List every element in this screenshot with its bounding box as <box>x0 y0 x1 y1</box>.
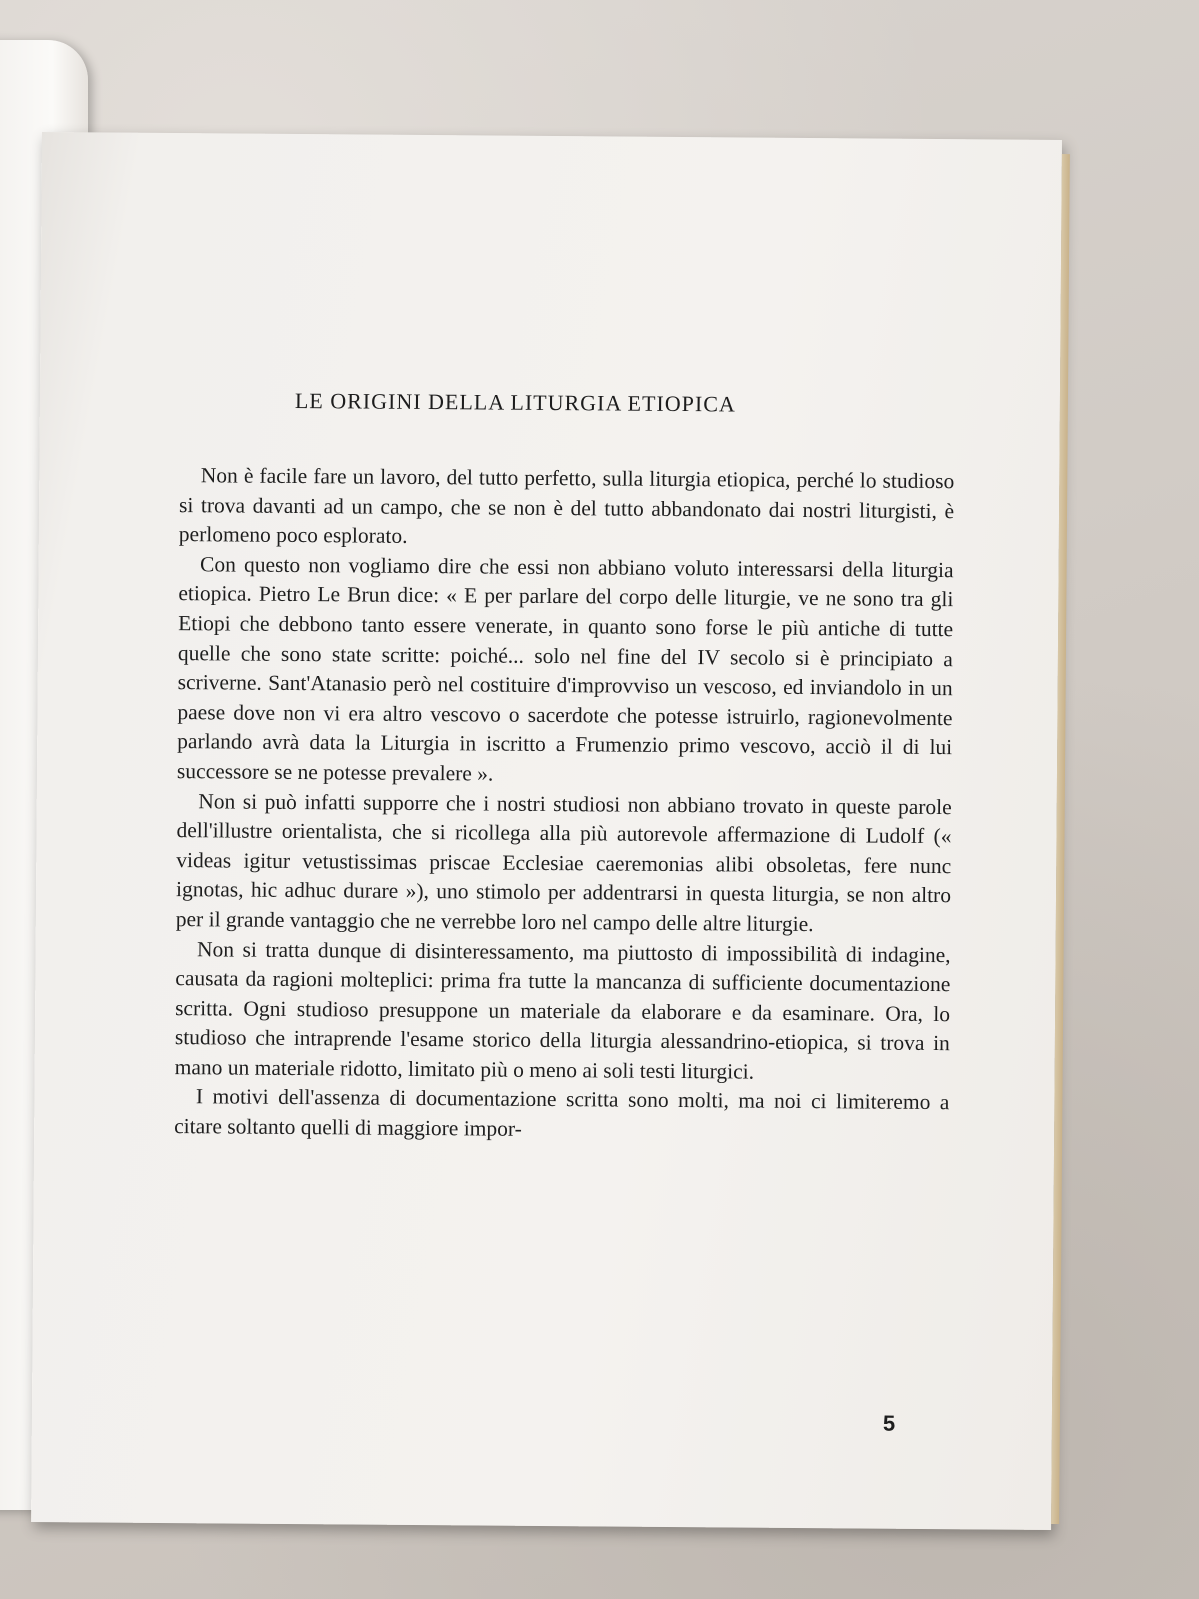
paragraph-4: Non si tratta dunque di disinteressamento, ma piuttosto di impossibilità di indagine, causata da ragioni molteplici: prima fra tutte la mancanza di sufficiente documentazione scritta. Ogni studioso presuppone un materiale da elaborare e da esaminare. Ora, lo studioso che intraprende l'esame storico della liturgia alessandrino-etiopica, si trova in mano un materiale ridotto, limitato più o meno ai soli testi liturgici. <box>174 936 951 1084</box>
paragraph-5: I motivi dell'assenza di documentazione scritta sono molti, ma noi ci limiteremo a citare soltanto quelli di maggiore impor- <box>174 1084 950 1141</box>
book-page <box>31 132 1062 1530</box>
paragraph-3: Non si può infatti supporre che i nostri studiosi non abbiano trovato in queste parole dell'illustre orientalista, che si ricollega alla più autorevole affermazione di Ludolf (« videas igitur vetustissimas priscae Ecclesiae caeremonias alibi obsoletas, fere nunc ignotas, hic adhuc durare »), uno stimolo per addentrarsi in questa liturgia, se non altro per il grande vantaggio che ne verrebbe loro nel campo delle altre liturgie. <box>175 788 952 936</box>
paragraph-1: Non è facile fare un lavoro, del tutto perfetto, sulla liturgia etiopica, perché lo studioso si trova davanti ad un campo, che se non è del tutto abbandonato dai nostri liturgisti, è perlomeno poco esplorato. <box>178 463 955 549</box>
body-text <box>174 461 954 1148</box>
chapter-heading: LE ORIGINI DELLA LITURGIA ETIOPICA <box>294 387 736 417</box>
paragraph-2: Con questo non vogliamo dire che essi non abbiano voluto interessarsi della liturgia etiopica. Pietro Le Brun dice: « E per parlare del corpo delle liturgie, ve ne sono tra gli Etiopi che debbono tanto essere venerate, in quanto sono forse le più antiche di tutte quelle che sono state scritte: poiché... solo nel fine del IV secolo si è principiato a scriverne. Sant'Atanasio però nel costituire d'improvviso un vescoso, ed inviandolo in un paese dove non vi era altro vescovo o sacerdote che potesse istruirlo, ragionevolmente parlando avrà data la Liturgia in iscritto a Frumenzio primo vescovo, acciò il di lui successore se ne potesse prevalere ». <box>176 552 954 786</box>
page-number: 5 <box>882 1410 896 1436</box>
